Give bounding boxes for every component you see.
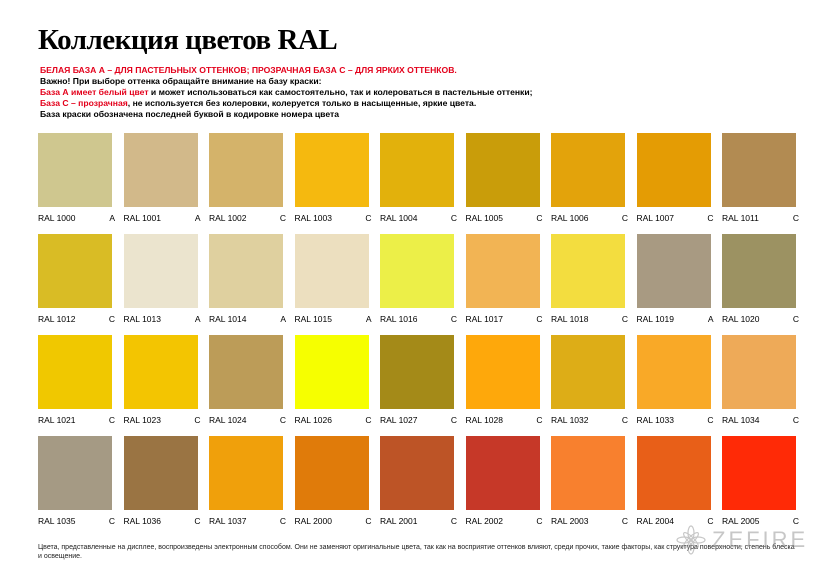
color-card	[380, 133, 466, 234]
color-code: RAL 2004	[636, 516, 674, 526]
color-code: RAL 1019	[636, 314, 674, 324]
color-base: C	[536, 213, 543, 223]
color-code: RAL 1001	[123, 213, 161, 223]
color-card	[551, 335, 637, 436]
color-label	[551, 314, 628, 324]
color-label	[124, 213, 201, 223]
color-code: RAL 1018	[551, 314, 589, 324]
intro-important: Важно! При выборе оттенка обращайте внимание на базу краски:	[40, 76, 322, 86]
color-card	[380, 234, 466, 335]
color-card	[637, 234, 723, 335]
color-swatch	[466, 335, 540, 409]
color-code: RAL 1003	[294, 213, 332, 223]
color-base: C	[365, 415, 372, 425]
color-swatch	[380, 436, 454, 510]
color-card	[466, 436, 552, 537]
color-swatch	[466, 436, 540, 510]
color-swatch	[295, 335, 369, 409]
color-card	[295, 335, 381, 436]
color-card	[551, 234, 637, 335]
color-card	[637, 335, 723, 436]
color-code: RAL 2000	[294, 516, 332, 526]
color-swatch	[551, 436, 625, 510]
color-code: RAL 1026	[294, 415, 332, 425]
color-swatch	[209, 234, 283, 308]
color-swatch	[209, 133, 283, 207]
color-grid	[38, 133, 808, 537]
color-code: RAL 1005	[465, 213, 503, 223]
color-code: RAL 1004	[380, 213, 418, 223]
color-label	[124, 516, 201, 526]
color-label	[38, 314, 115, 324]
color-label	[380, 516, 457, 526]
color-code: RAL 1034	[722, 415, 760, 425]
color-base: C	[450, 314, 457, 324]
color-code: RAL 1033	[636, 415, 674, 425]
color-base: A	[280, 314, 286, 324]
color-card	[380, 335, 466, 436]
color-base: C	[621, 415, 628, 425]
color-swatch	[722, 335, 796, 409]
color-code: RAL 1035	[38, 516, 76, 526]
color-swatch	[466, 133, 540, 207]
color-swatch	[722, 234, 796, 308]
color-card	[124, 133, 210, 234]
color-code: RAL 1002	[209, 213, 247, 223]
color-base: C	[365, 213, 372, 223]
disclaimer: Цвета, представленные на дисплее, воспроизведены электронным способом. Они не заменяют оригинальные цвета, так как на восприятие оттенков влияют, среди прочих, такие факторы, как структура поверхности, степень блеска и освещение.	[38, 544, 795, 560]
color-card	[209, 335, 295, 436]
color-base: C	[707, 415, 714, 425]
color-swatch	[209, 436, 283, 510]
color-card	[637, 133, 723, 234]
color-card	[466, 133, 552, 234]
intro-base-c	[40, 98, 800, 109]
color-card	[38, 335, 124, 436]
color-base: A	[194, 213, 201, 223]
color-base: C	[108, 516, 115, 526]
color-label	[637, 415, 714, 425]
color-base: C	[108, 415, 115, 425]
color-swatch	[295, 234, 369, 308]
intro-base-c-text: , не используется без колеровки, колеруется только в насыщенные, яркие цвета.	[127, 98, 477, 108]
color-label	[551, 213, 628, 223]
color-swatch	[38, 234, 112, 308]
color-card	[551, 133, 637, 234]
color-label	[637, 213, 714, 223]
color-label	[209, 516, 286, 526]
color-label	[722, 213, 799, 223]
color-base: C	[108, 314, 115, 324]
color-swatch	[38, 436, 112, 510]
intro-base-a-highlight: База А имеет белый цвет	[40, 87, 149, 97]
color-label	[637, 314, 714, 324]
color-code: RAL 2002	[465, 516, 503, 526]
color-code: RAL 1032	[551, 415, 589, 425]
color-swatch	[38, 335, 112, 409]
color-label	[295, 314, 372, 324]
page-title: Коллекция цветов RAL	[38, 24, 338, 56]
color-base: C	[194, 516, 201, 526]
color-label	[295, 213, 372, 223]
color-base: C	[621, 516, 628, 526]
color-base: A	[109, 213, 115, 223]
color-code: RAL 1014	[209, 314, 247, 324]
color-swatch	[637, 133, 711, 207]
color-swatch	[637, 436, 711, 510]
color-card	[38, 133, 124, 234]
color-label	[466, 213, 543, 223]
intro-base-c-highlight: База С – прозрачная	[40, 98, 128, 108]
watermark	[676, 522, 826, 558]
color-swatch	[295, 436, 369, 510]
color-code: RAL 1017	[465, 314, 503, 324]
color-card	[295, 436, 381, 537]
color-label	[38, 516, 115, 526]
color-label	[38, 415, 115, 425]
intro-base-a	[40, 87, 800, 98]
color-card	[124, 234, 210, 335]
color-base: C	[536, 415, 543, 425]
color-swatch	[637, 234, 711, 308]
color-code: RAL 1023	[123, 415, 161, 425]
color-base: C	[365, 516, 372, 526]
color-base: C	[450, 516, 457, 526]
color-base: A	[707, 314, 714, 324]
color-card	[38, 436, 124, 537]
color-swatch	[551, 335, 625, 409]
color-code: RAL 2005	[722, 516, 760, 526]
color-code: RAL 1024	[209, 415, 247, 425]
color-code: RAL 1016	[380, 314, 418, 324]
color-code: RAL 2003	[551, 516, 589, 526]
color-code: RAL 1028	[465, 415, 503, 425]
color-swatch	[722, 133, 796, 207]
color-card	[209, 133, 295, 234]
color-code: RAL 2001	[380, 516, 418, 526]
color-code: RAL 1011	[722, 213, 759, 223]
color-card	[722, 133, 808, 234]
color-base: C	[536, 314, 543, 324]
color-base: C	[792, 213, 799, 223]
color-swatch	[722, 436, 796, 510]
color-label	[380, 213, 457, 223]
color-base: C	[792, 516, 799, 526]
color-base: C	[279, 213, 286, 223]
color-code: RAL 1000	[38, 213, 76, 223]
color-swatch	[124, 436, 198, 510]
color-base: C	[194, 415, 201, 425]
color-card	[209, 436, 295, 537]
color-swatch	[38, 133, 112, 207]
color-base: C	[450, 213, 457, 223]
color-base: C	[707, 516, 714, 526]
color-base: C	[279, 516, 286, 526]
color-card	[295, 133, 381, 234]
color-swatch	[380, 234, 454, 308]
color-label	[551, 516, 628, 526]
color-swatch	[295, 133, 369, 207]
flower-logo-icon	[676, 525, 706, 555]
color-code: RAL 1007	[636, 213, 674, 223]
color-label	[124, 314, 201, 324]
color-swatch	[551, 133, 625, 207]
color-base: A	[365, 314, 372, 324]
color-card	[722, 234, 808, 335]
color-label	[380, 314, 457, 324]
color-code: RAL 1006	[551, 213, 589, 223]
color-code: RAL 1027	[380, 415, 418, 425]
watermark-text: ZEFIRE	[712, 527, 809, 552]
color-swatch	[466, 234, 540, 308]
color-code: RAL 1036	[123, 516, 161, 526]
color-card	[722, 335, 808, 436]
color-base: C	[450, 415, 457, 425]
color-card	[209, 234, 295, 335]
intro-text	[40, 65, 800, 120]
color-base: C	[792, 314, 799, 324]
color-base: A	[194, 314, 201, 324]
color-base: C	[621, 314, 628, 324]
color-label	[38, 213, 115, 223]
color-base: C	[707, 213, 714, 223]
color-base: C	[621, 213, 628, 223]
intro-base-note: База краски обозначена последней буквой в кодировке номера цвета	[40, 109, 339, 119]
color-card	[124, 335, 210, 436]
color-label	[466, 516, 543, 526]
color-card	[38, 234, 124, 335]
color-base: C	[279, 415, 286, 425]
color-swatch	[637, 335, 711, 409]
color-code: RAL 1021	[38, 415, 76, 425]
color-label	[209, 213, 286, 223]
color-swatch	[380, 335, 454, 409]
color-label	[466, 314, 543, 324]
color-label	[124, 415, 201, 425]
color-card	[124, 436, 210, 537]
color-card	[295, 234, 381, 335]
color-label	[295, 516, 372, 526]
color-label	[209, 415, 286, 425]
color-swatch	[380, 133, 454, 207]
intro-base-summary: БЕЛАЯ БАЗА А – ДЛЯ ПАСТЕЛЬНЫХ ОТТЕНКОВ; ПРОЗРАЧНАЯ БАЗА С – ДЛЯ ЯРКИХ ОТТЕНКОВ.	[40, 65, 457, 75]
color-swatch	[551, 234, 625, 308]
color-card	[466, 234, 552, 335]
color-label	[380, 415, 457, 425]
color-base: C	[536, 516, 543, 526]
color-label	[551, 415, 628, 425]
color-code: RAL 1037	[209, 516, 247, 526]
color-base: C	[792, 415, 799, 425]
color-label	[466, 415, 543, 425]
color-label	[722, 415, 799, 425]
color-code: RAL 1020	[722, 314, 760, 324]
color-code: RAL 1012	[38, 314, 76, 324]
color-label	[295, 415, 372, 425]
color-swatch	[124, 234, 198, 308]
color-card	[466, 335, 552, 436]
color-label	[722, 314, 799, 324]
color-label	[209, 314, 286, 324]
color-card	[380, 436, 466, 537]
intro-base-a-text: и может использоваться как самостоятельно, так и колероваться в пастельные оттенки;	[148, 87, 533, 97]
color-swatch	[124, 335, 198, 409]
color-swatch	[124, 133, 198, 207]
color-swatch	[209, 335, 283, 409]
color-code: RAL 1015	[294, 314, 332, 324]
color-code: RAL 1013	[123, 314, 161, 324]
color-card	[551, 436, 637, 537]
